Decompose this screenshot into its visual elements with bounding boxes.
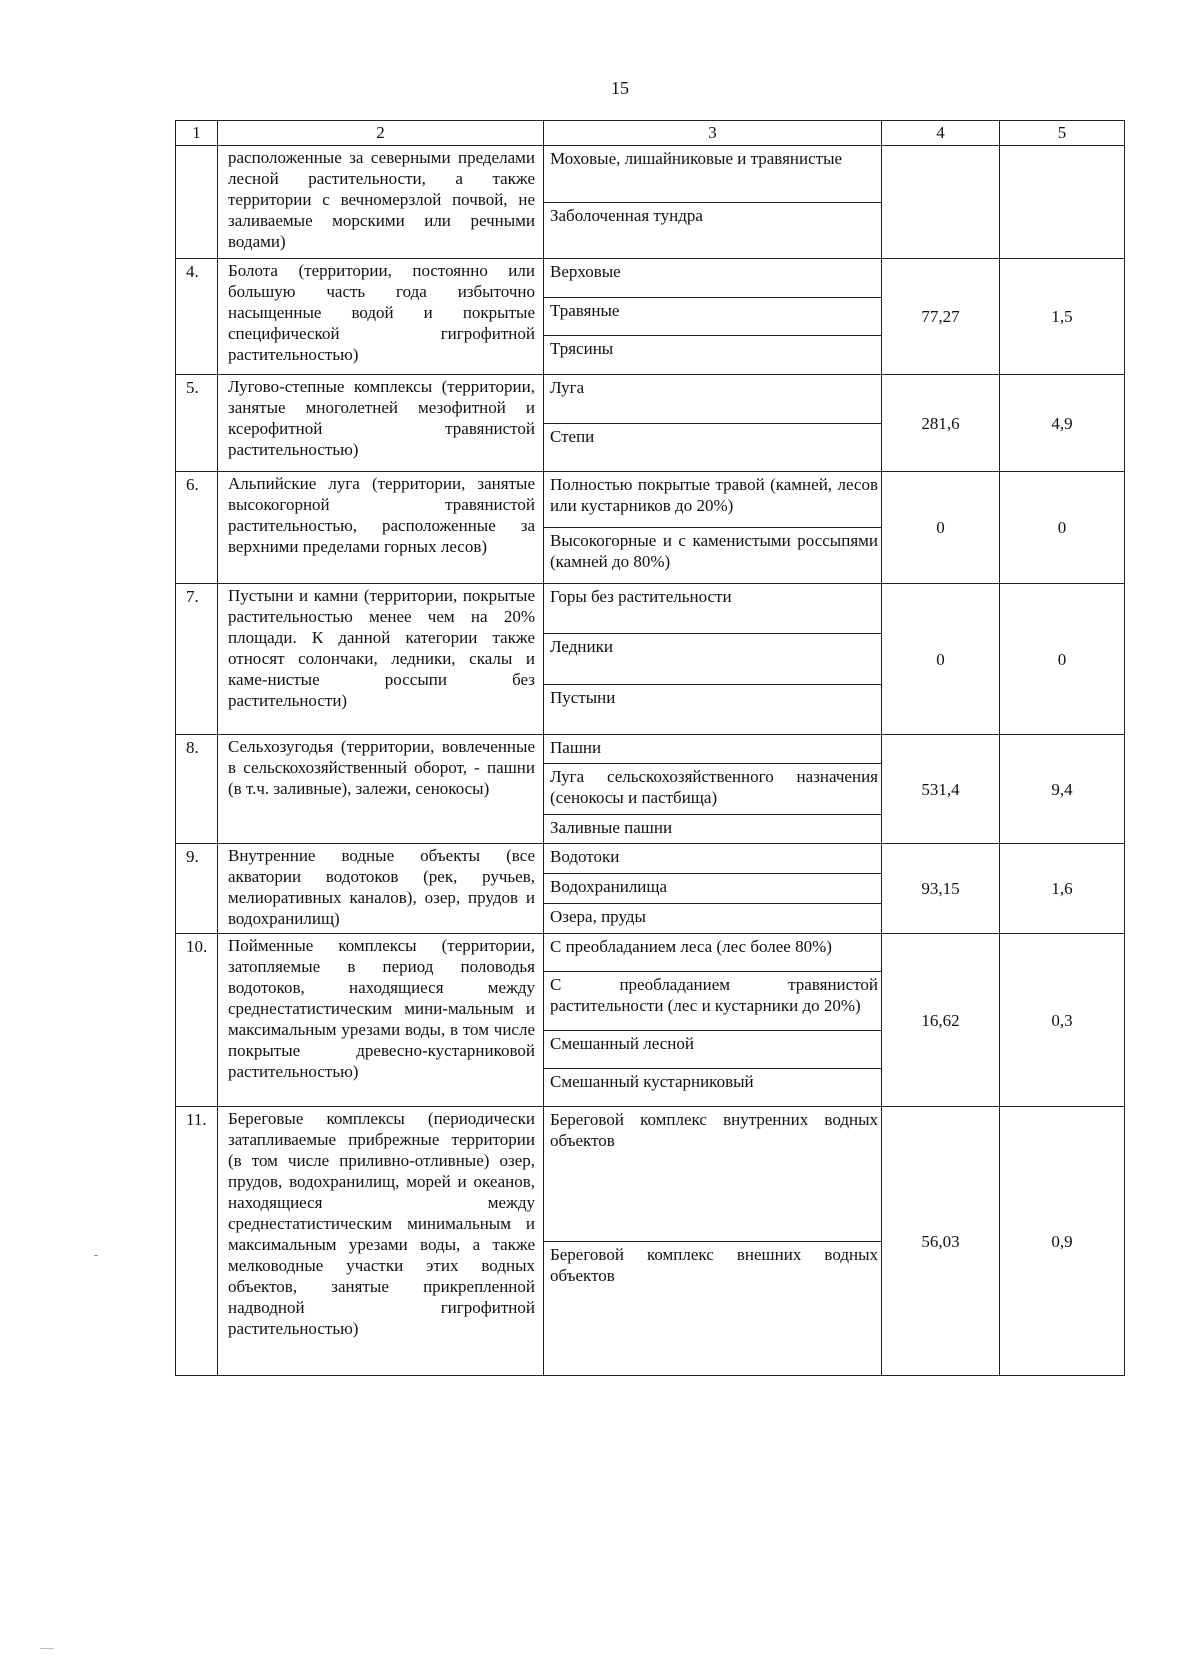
row-number: 5.	[176, 375, 218, 472]
category-description: Береговые комплексы (периодически затапливаемые прибрежные территории (в том числе приливно-отливные) озер, прудов, водохранилищ, морей и океанов, находящиеся между среднестатистическим минимальным и максимальным урезами воды, а также мелководные участки этих водных объектов, занятые прикрепленной надводной гигрофитной растительностью)	[218, 1107, 544, 1376]
subtype-item: Водохранилища	[544, 873, 881, 903]
subtype-item: Луга сельскохозяйственного назначения (сенокосы и пастбища)	[544, 763, 881, 813]
category-description: Альпийские луга (территории, занятые высокогорной травянистой растительностью, расположенные за верхними пределами горных лесов)	[218, 472, 544, 584]
subtype-item: Луга	[550, 378, 585, 397]
table-header-row	[176, 121, 1125, 146]
row-number: 8.	[176, 735, 218, 844]
subtype-item: Береговой комплекс внутренних водных объектов	[550, 1110, 878, 1150]
column-header: 3	[544, 121, 882, 146]
subtype-item: Моховые, лишайниковые и травянистые	[550, 149, 843, 168]
area-value: 531,4	[882, 735, 1000, 844]
percent-value: 0,9	[1000, 1107, 1125, 1376]
column-header: 4	[882, 121, 1000, 146]
subtype-item: Смешанный лесной	[544, 1030, 881, 1068]
subtype-item: Пустыни	[544, 684, 881, 734]
category-description: Болота (территории, постоянно или большую часть года избыточно насыщенные водой и покрытые специфической гигрофитной растительностью)	[218, 259, 544, 375]
subtype-item: Ледники	[544, 633, 881, 683]
category-description: Пустыни и камни (территории, покрытые растительностью менее чем на 20% площади. К данной категории также относят солончаки, ледники, скалы и каме-нистые россыпи без растительности)	[218, 584, 544, 735]
area-value: 56,03	[882, 1107, 1000, 1376]
subtype-cell	[544, 259, 882, 375]
subtype-cell	[544, 844, 882, 934]
row-number: 6.	[176, 472, 218, 584]
row-number: 7.	[176, 584, 218, 735]
subtype-item: Травяные	[544, 297, 881, 336]
scan-artifact	[94, 1255, 98, 1256]
percent-value: 0,3	[1000, 934, 1125, 1107]
category-description: Лугово-степные комплексы (территории, занятые многолетней мезофитной и ксерофитной травянистой растительностью)	[218, 375, 544, 472]
subtype-cell	[544, 584, 882, 735]
column-header: 5	[1000, 121, 1125, 146]
table-row	[176, 1107, 1125, 1376]
page-number: 15	[611, 78, 629, 98]
percent-value: 1,5	[1000, 259, 1125, 375]
land-cover-table	[175, 120, 1125, 1376]
percent-value: 0	[1000, 584, 1125, 735]
column-header: 2	[218, 121, 544, 146]
subtype-item: С преобладанием травянистой растительности (лес и кустарники до 20%)	[544, 971, 881, 1030]
area-value	[882, 146, 1000, 259]
subtype-item: Водотоки	[550, 847, 620, 866]
table-row	[176, 844, 1125, 934]
row-number: 9.	[176, 844, 218, 934]
subtype-item: С преобладанием леса (лес более 80%)	[550, 937, 832, 956]
scan-artifact	[40, 1648, 54, 1649]
table-row	[176, 934, 1125, 1107]
subtype-item: Заболоченная тундра	[544, 202, 881, 259]
table-row	[176, 375, 1125, 472]
table-row	[176, 584, 1125, 735]
subtype-cell	[544, 735, 882, 844]
subtype-item: Степи	[544, 423, 881, 472]
subtype-item: Верховые	[550, 262, 621, 281]
percent-value: 4,9	[1000, 375, 1125, 472]
row-number: 10.	[176, 934, 218, 1107]
category-description: расположенные за северными пределами лесной растительности, а также территории с вечномерзлой почвой, не заливаемые морскими или речными водами)	[218, 146, 544, 259]
subtype-item: Озера, пруды	[544, 903, 881, 933]
percent-value	[1000, 146, 1125, 259]
area-value: 16,62	[882, 934, 1000, 1107]
subtype-item: Горы без растительности	[550, 587, 732, 606]
table-row	[176, 146, 1125, 259]
subtype-item: Полностью покрытые травой (камней, лесов или кустарников до 20%)	[550, 475, 878, 515]
table-row	[176, 259, 1125, 375]
area-value: 77,27	[882, 259, 1000, 375]
area-value: 0	[882, 584, 1000, 735]
subtype-item: Высокогорные и с каменистыми россыпями (камней до 80%)	[544, 527, 881, 583]
category-description: Пойменные комплексы (территории, затопляемые в период половодья водотоков, находящиеся между среднестатистическим мини-мальным и максимальным урезами воды, в том числе покрытые древесно-кустарниковой растительностью)	[218, 934, 544, 1107]
category-description: Внутренние водные объекты (все акватории водотоков (рек, ручьев, мелиоративных каналов), озер, прудов и водохранилищ)	[218, 844, 544, 934]
subtype-item: Смешанный кустарниковый	[544, 1068, 881, 1106]
subtype-item: Трясины	[544, 335, 881, 374]
subtype-item: Заливные пашни	[544, 814, 881, 843]
subtype-item: Пашни	[550, 738, 602, 757]
table-row	[176, 472, 1125, 584]
table-row	[176, 735, 1125, 844]
area-value: 281,6	[882, 375, 1000, 472]
subtype-cell	[544, 375, 882, 472]
row-number: 4.	[176, 259, 218, 375]
subtype-cell	[544, 1107, 882, 1376]
percent-value: 1,6	[1000, 844, 1125, 934]
subtype-item: Береговой комплекс внешних водных объектов	[544, 1241, 881, 1376]
subtype-cell	[544, 472, 882, 584]
area-value: 93,15	[882, 844, 1000, 934]
area-value: 0	[882, 472, 1000, 584]
row-number	[176, 146, 218, 259]
row-number: 11.	[176, 1107, 218, 1376]
percent-value: 0	[1000, 472, 1125, 584]
percent-value: 9,4	[1000, 735, 1125, 844]
subtype-cell	[544, 934, 882, 1107]
subtype-cell	[544, 146, 882, 259]
category-description: Сельхозугодья (территории, вовлеченные в сельскохозяйственный оборот, - пашни (в т.ч. заливные), залежи, сенокосы)	[218, 735, 544, 844]
column-header: 1	[176, 121, 218, 146]
